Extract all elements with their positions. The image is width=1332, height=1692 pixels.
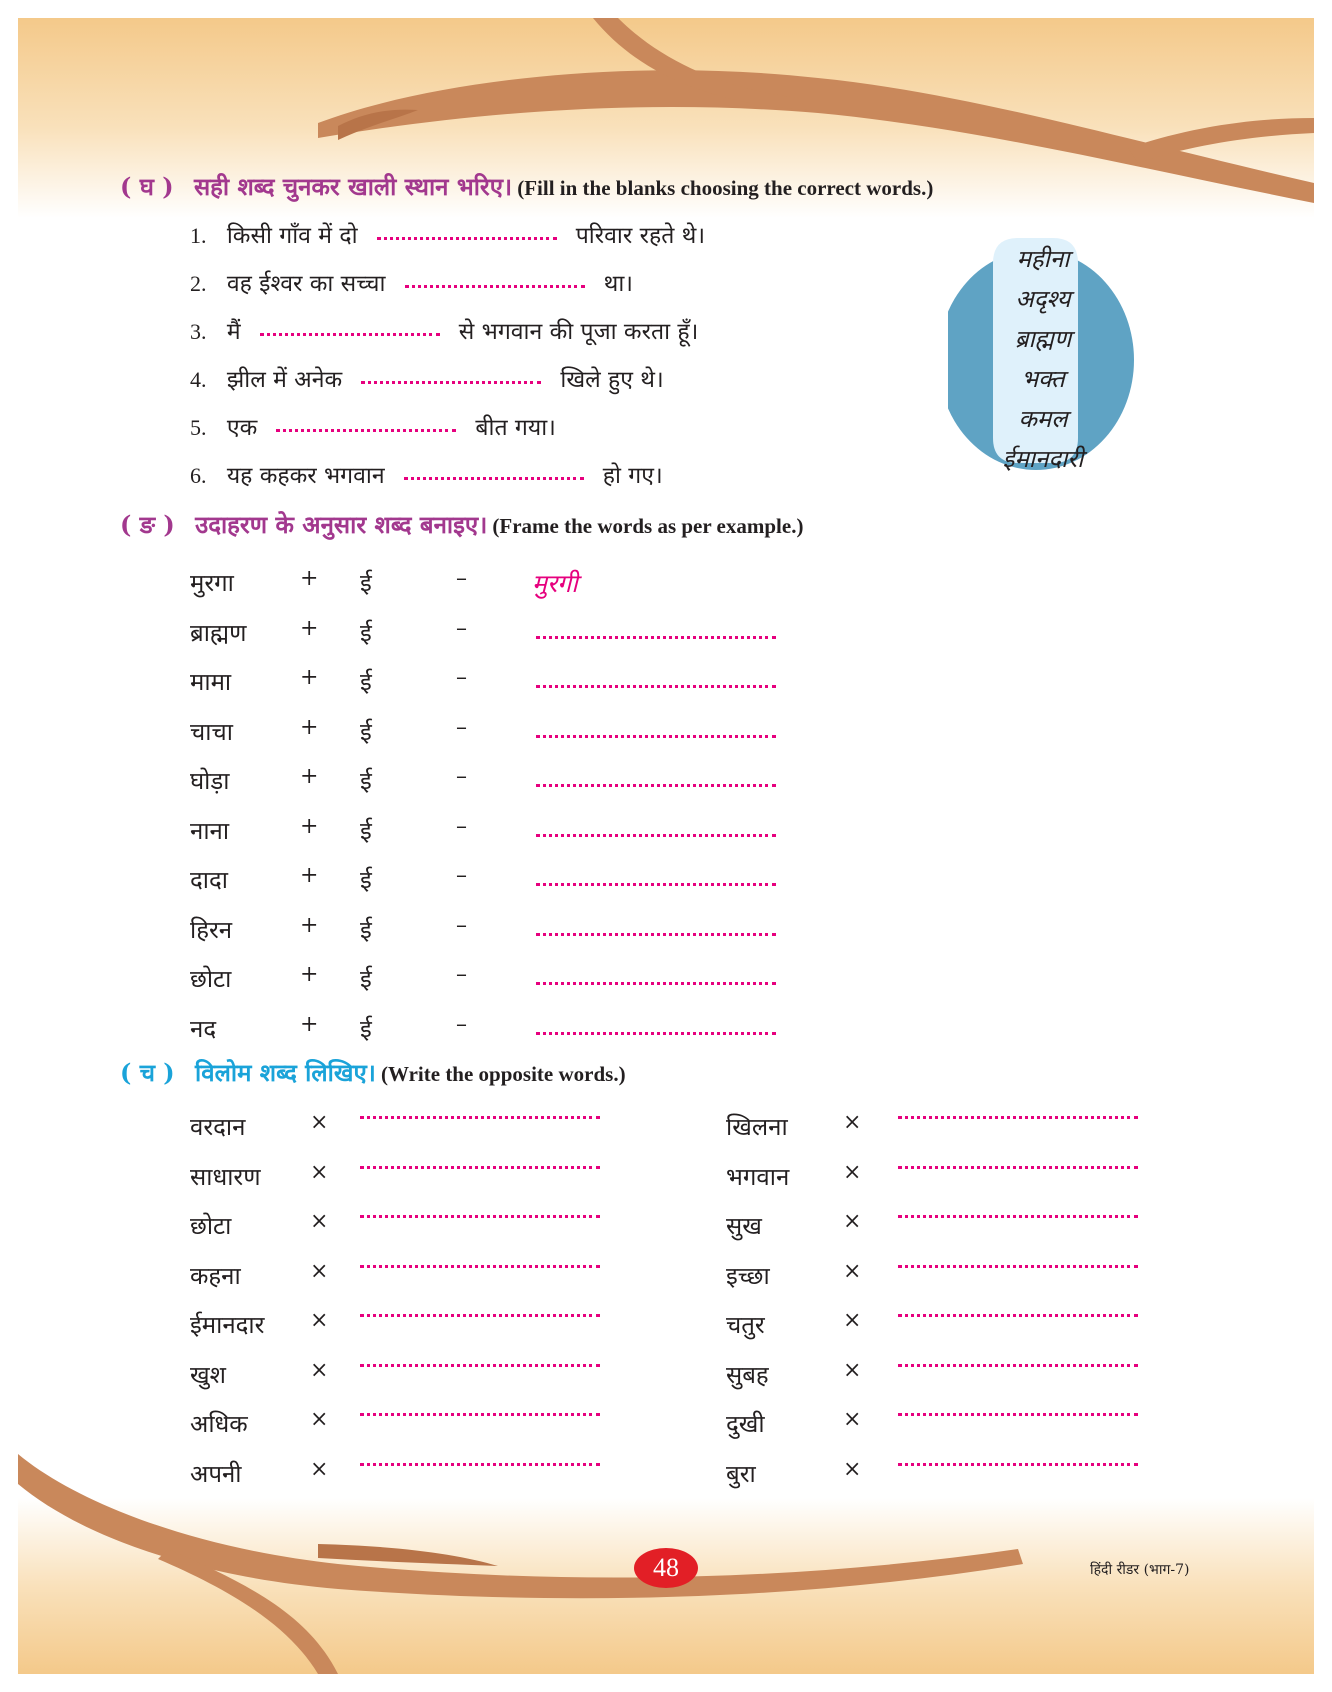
suffix: ई [360,1014,372,1043]
cross-sign: × [843,1209,862,1234]
question-row [190,458,663,490]
cross-sign: × [310,1209,329,1234]
section-ch-heading [120,1056,626,1089]
opposite-answer-blank[interactable] [898,1215,1138,1218]
cross-sign: × [843,1357,862,1383]
cross-sign: × [310,1258,329,1284]
opposite-answer-blank[interactable] [898,1314,1138,1317]
answer-blank-line[interactable] [536,933,776,936]
question-text-before: किसी गाँव में दो [226,223,358,249]
section-ch-title-english: (Write the opposite words.) [380,1062,626,1086]
section-ng-title-english: (Frame the words as per example.) [492,514,804,538]
opposite-answer-blank[interactable] [360,1265,600,1268]
blank-line[interactable] [404,477,584,480]
dash-sign: – [456,863,467,888]
page-frame [18,18,1314,1674]
section-gh-title-english: (Fill in the blanks choosing the correct words.) [517,176,934,200]
cross-sign: × [843,1258,862,1284]
plus-sign: + [300,714,319,740]
question-number: 3. [190,319,207,344]
answer-blank-line[interactable] [536,685,776,688]
question-text-before: झील में अनेक [226,367,343,393]
suffix: ई [360,816,372,845]
section-ch-title-hindi: विलोम शब्द लिखिए। [195,1058,376,1087]
question-row [190,362,664,394]
suffix: ई [360,668,372,696]
opposite-source-word: सुख [726,1212,762,1240]
word-box-item: कमल [1018,405,1068,433]
base-word: नाना [190,816,230,845]
page-number: 48 [653,1553,679,1582]
cross-sign: × [310,1407,329,1432]
plus-sign: + [300,912,319,938]
question-number: 4. [190,367,207,392]
cross-sign: × [843,1456,862,1482]
cross-sign: × [843,1407,862,1432]
question-text-after: से भगवान की पूजा करता हूँ। [458,319,699,345]
cross-sign: × [843,1159,862,1185]
question-number: 5. [190,415,207,440]
base-word: मुरगा [190,569,234,597]
opposite-source-word: बुरा [726,1459,756,1488]
base-word: ब्राह्मण [190,618,247,647]
suffix: ई [360,915,372,944]
opposite-source-word: खिलना [726,1113,788,1141]
opposite-answer-blank[interactable] [898,1463,1138,1466]
section-gh-title-hindi: सही शब्द चुनकर खाली स्थान भरिए। [193,172,513,201]
dash-sign: – [456,912,467,938]
plus-sign: + [300,665,319,690]
opposite-answer-blank[interactable] [360,1215,600,1218]
opposite-source-word: कहना [190,1261,241,1290]
opposite-answer-blank[interactable] [898,1364,1138,1367]
question-row [190,410,556,442]
question-number: 1. [190,223,207,248]
plus-sign: + [300,1011,319,1037]
blank-line[interactable] [377,237,557,240]
section-gh-label: ( घ ) [120,172,174,201]
suffix: ई [360,965,372,993]
answer-blank-line[interactable] [536,636,776,639]
question-text-before: वह ईश्वर का सच्चा [226,271,386,297]
cross-sign: × [310,1159,329,1185]
section-gh-heading [120,170,933,203]
blank-line[interactable] [276,429,456,432]
question-text-before: मैं [226,319,241,345]
question-text-before: एक [226,415,258,441]
answer-blank-line[interactable] [536,834,776,837]
top-branch-illustration [18,18,1314,238]
plus-sign: + [300,863,319,888]
answer-blank-line[interactable] [536,883,776,886]
example-answer: मुरगी [532,569,578,598]
cross-sign: × [843,1110,862,1135]
base-word: मामा [190,668,232,696]
word-box [973,242,1113,482]
base-word: नद [190,1014,217,1043]
opposite-source-word: भगवान [726,1162,790,1191]
base-word: घोड़ा [190,767,230,795]
answer-blank-line[interactable] [536,1032,776,1035]
opposite-source-word: खुश [190,1360,226,1389]
cross-sign: × [843,1308,862,1333]
dash-sign: – [456,813,467,839]
dash-sign: – [456,764,467,789]
section-ng-label: ( ङ ) [120,510,175,539]
question-text-after: हो गए। [602,463,663,489]
plus-sign: + [300,764,319,789]
suffix: ई [360,767,372,795]
section-ng-title-hindi: उदाहरण के अनुसार शब्द बनाइए। [195,510,488,539]
cross-sign: × [310,1308,329,1333]
question-number: 2. [190,271,207,296]
dash-sign: – [456,566,467,591]
question-text-before: यह कहकर भगवान [226,463,385,489]
plus-sign: + [300,813,319,839]
opposite-answer-blank[interactable] [360,1463,600,1466]
cross-sign: × [310,1357,329,1383]
opposite-source-word: ईमानदार [190,1311,265,1339]
question-text-after: खिले हुए थे। [560,367,664,393]
cross-sign: × [310,1456,329,1482]
blank-line[interactable] [361,381,541,384]
answer-blank-line[interactable] [536,735,776,738]
answer-blank-line[interactable] [536,982,776,985]
cross-sign: × [310,1110,329,1135]
word-box-item: अदृश्य [1015,285,1071,313]
section-ch-label: ( च ) [120,1058,175,1087]
opposite-source-word: अपनी [190,1459,242,1488]
question-row [190,218,705,250]
dash-sign: – [456,962,467,987]
dash-sign: – [456,1011,467,1037]
opposite-source-word: सुबह [726,1360,769,1389]
opposite-source-word: अधिक [190,1410,248,1438]
opposite-source-word: वरदान [190,1113,246,1141]
word-box-item: महीना [1016,245,1070,273]
question-text-after: बीत गया। [475,415,556,441]
opposite-answer-blank[interactable] [360,1364,600,1367]
dash-sign: – [456,615,467,641]
opposite-answer-blank[interactable] [898,1166,1138,1169]
base-word: दादा [190,866,228,894]
question-row [190,314,698,346]
word-box-item: ईमानदारी [1002,445,1084,473]
base-word: हिरन [190,915,233,944]
opposite-source-word: इच्छा [726,1261,770,1290]
base-word: चाचा [190,717,233,746]
suffix: ई [360,866,372,894]
opposite-source-word: छोटा [190,1212,232,1240]
question-row [190,266,633,298]
opposite-answer-blank[interactable] [360,1116,600,1119]
plus-sign: + [300,615,319,641]
dash-sign: – [456,714,467,740]
suffix: ई [360,618,372,647]
opposite-answer-blank[interactable] [898,1413,1138,1416]
plus-sign: + [300,962,319,987]
question-number: 6. [190,463,207,488]
answer-blank-line[interactable] [536,784,776,787]
opposite-source-word: साधारण [190,1162,261,1191]
plus-sign: + [300,566,319,591]
opposite-answer-blank[interactable] [360,1314,600,1317]
dash-sign: – [456,665,467,690]
question-text-after: परिवार रहते थे। [575,223,706,249]
base-word: छोटा [190,965,232,993]
suffix: ई [360,717,372,746]
opposite-answer-blank[interactable] [898,1265,1138,1268]
book-title: हिंदी रीडर (भाग-7) [1090,1562,1190,1578]
question-text-after: था। [603,271,634,297]
blank-line[interactable] [260,333,440,336]
word-box-item: भक्त [1021,365,1065,393]
opposite-answer-blank[interactable] [360,1166,600,1169]
opposite-answer-blank[interactable] [360,1413,600,1416]
suffix: ई [360,569,372,597]
section-ng-heading [120,508,803,541]
opposite-source-word: दुखी [726,1410,765,1438]
word-box-item: ब्राह्मण [1014,325,1072,353]
opposite-answer-blank[interactable] [898,1116,1138,1119]
blank-line[interactable] [405,285,585,288]
opposite-source-word: चतुर [726,1311,765,1339]
